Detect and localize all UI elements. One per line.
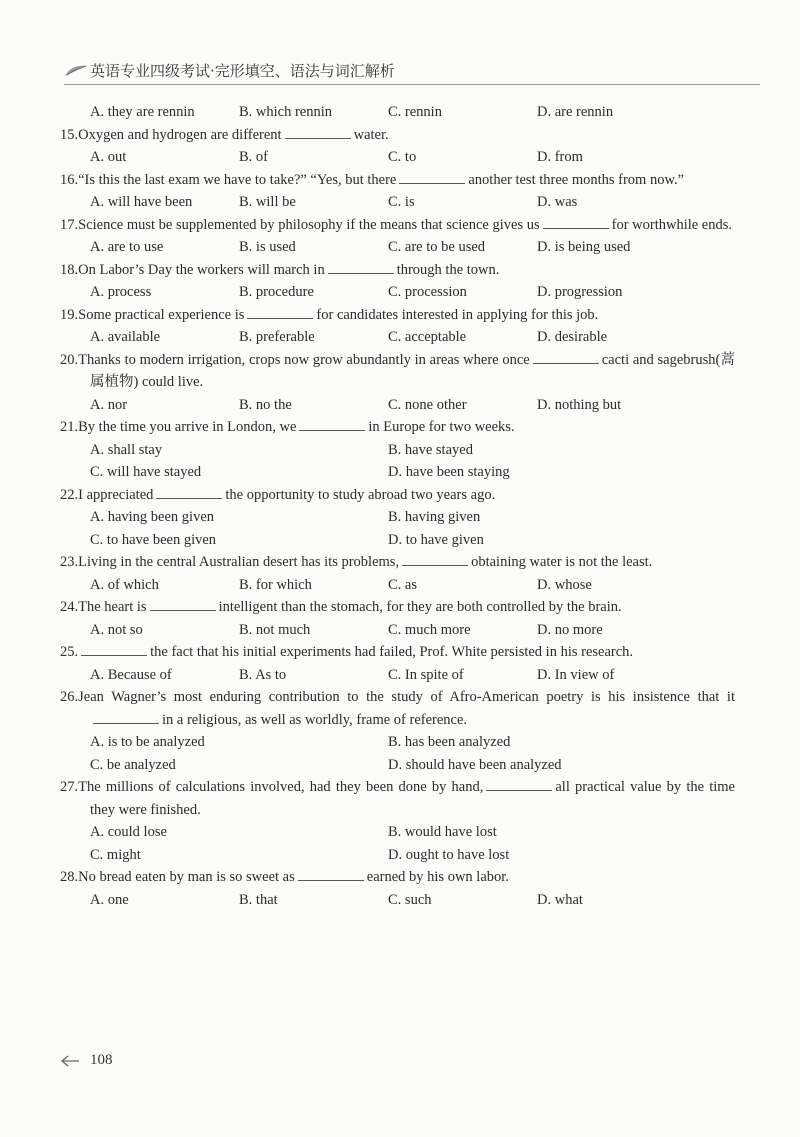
option: A. could lose	[90, 824, 167, 840]
option: C. much more	[388, 621, 471, 638]
question-number: 21.	[60, 419, 79, 435]
question-text-after: another test three months from now.”	[468, 171, 685, 188]
option-list	[60, 506, 735, 551]
question-text-before: “Is this the last exam we have to take?” “Yes, but there	[78, 171, 397, 188]
question-stem	[60, 169, 735, 192]
question-text-before: The heart is	[78, 599, 147, 615]
option: B. would have lost	[388, 824, 497, 840]
question-number: 24.	[60, 599, 79, 615]
question-stem	[60, 866, 735, 889]
header-title: 英语专业四级考试·完形填空、语法与词汇解析	[90, 62, 395, 80]
question-text-after: the opportunity to study abroad two years ago.	[225, 486, 496, 503]
option-list	[60, 191, 735, 214]
option: D. from	[537, 149, 583, 165]
option: C. are to be used	[388, 239, 486, 255]
option: D. is being used	[537, 239, 631, 255]
feather-icon	[64, 64, 88, 78]
question-number: 15.	[60, 126, 79, 143]
question-text-before: No bread eaten by man is so sweet as	[78, 869, 295, 885]
question-list	[60, 101, 735, 911]
option: B. have stayed	[388, 441, 473, 458]
option-list	[60, 236, 735, 259]
question-item	[60, 304, 735, 349]
question-stem	[60, 484, 735, 507]
question-text-before: Thanks to modern irrigation, crops now grow abundantly in areas where once	[78, 351, 530, 368]
question-stem	[60, 641, 735, 664]
option: C. is	[388, 194, 415, 210]
page-footer	[60, 1052, 113, 1069]
question-item	[60, 416, 735, 484]
option-list	[60, 574, 735, 597]
question-text-before: I appreciated	[78, 486, 154, 503]
option: A. nor	[90, 396, 128, 413]
page-header	[64, 60, 395, 81]
option: A. of which	[90, 576, 159, 593]
option-list	[60, 664, 735, 687]
option-list	[60, 731, 735, 776]
option-list	[60, 326, 735, 349]
question-text-after: intelligent than the stomach, for they are both controlled by the brain.	[218, 599, 622, 615]
option: B. for which	[239, 576, 312, 593]
option: A. shall stay	[90, 441, 163, 458]
answer-blank	[156, 486, 222, 499]
answer-blank	[299, 418, 365, 431]
question-stem	[60, 124, 735, 147]
option: C. none other	[388, 396, 467, 413]
option: C. as	[388, 576, 417, 593]
option: B. which rennin	[239, 104, 333, 120]
option: C. be analyzed	[90, 756, 176, 773]
page-number: 108	[90, 1052, 113, 1068]
question-text-after: obtaining water is not the least.	[471, 554, 653, 570]
option-list	[60, 146, 735, 169]
question-text-before: By the time you arrive in London, we	[78, 419, 297, 435]
question-text-after: through the town.	[396, 261, 500, 278]
option: B. is used	[239, 239, 296, 255]
question-text-before: Science must be supplemented by philosophy if the means that science gives us	[78, 216, 540, 233]
option-list	[60, 439, 735, 484]
question-number: 22.	[60, 486, 79, 503]
answer-blank	[399, 171, 465, 184]
option: A. out	[90, 149, 127, 165]
question-text-after: water.	[353, 126, 389, 143]
question-item	[60, 776, 735, 866]
option-list	[60, 889, 735, 912]
answer-blank	[247, 306, 313, 319]
option: B. having given	[388, 509, 481, 525]
answer-blank	[93, 711, 159, 724]
question-text-after: in a religious, as well as worldly, frame of reference.	[162, 711, 468, 728]
option: D. no more	[537, 621, 603, 638]
question-stem	[60, 596, 735, 619]
question-text-after: in Europe for two weeks.	[368, 419, 515, 435]
question-text-after: for candidates interested in applying for this job.	[316, 306, 599, 323]
option-list	[60, 394, 735, 417]
question-text-before: On Labor’s Day the workers will march in	[78, 261, 325, 278]
option: B. As to	[239, 666, 287, 683]
option: A. are to use	[90, 239, 164, 255]
option: B. of	[239, 149, 268, 165]
option: C. such	[388, 891, 432, 908]
question-stem	[60, 304, 735, 327]
option: D. have been staying	[388, 464, 510, 480]
answer-blank	[543, 216, 609, 229]
question-item	[60, 259, 735, 304]
option: A. not so	[90, 621, 143, 638]
option: B. will be	[239, 194, 296, 210]
option: B. no the	[239, 396, 292, 413]
option: D. desirable	[537, 329, 608, 345]
option-list	[60, 821, 735, 866]
question-text-after: all practical value by the time they were finished.	[90, 779, 735, 818]
option: A. will have been	[90, 194, 193, 210]
question-number: 16.	[60, 171, 79, 188]
question-text-before: The millions of calculations involved, had they been done by hand,	[78, 779, 484, 795]
question-stem	[60, 214, 735, 237]
question-number: 23.	[60, 554, 79, 570]
option: C. In spite of	[388, 666, 464, 683]
arrow-left-icon	[60, 1054, 80, 1068]
option: B. not much	[239, 621, 311, 638]
question-item	[60, 866, 735, 911]
answer-blank	[298, 868, 364, 881]
continued-options	[60, 101, 735, 124]
answer-blank	[328, 261, 394, 274]
question-number: 28.	[60, 869, 79, 885]
option: D. progression	[537, 284, 623, 300]
question-item	[60, 124, 735, 169]
option: C. acceptable	[388, 329, 467, 345]
question-number: 27.	[60, 779, 79, 795]
question-text-before: Living in the central Australian desert has its problems,	[78, 554, 400, 570]
header-divider	[64, 84, 760, 85]
question-text-after: the fact that his initial experiments had failed, Prof. White persisted in his research.	[150, 644, 634, 660]
answer-blank	[81, 643, 147, 656]
answer-blank	[486, 778, 552, 791]
question-stem	[60, 551, 735, 574]
question-number: 19.	[60, 306, 79, 323]
question-stem	[60, 259, 735, 282]
answer-blank	[533, 351, 599, 364]
option: C. will have stayed	[90, 464, 202, 480]
option: C. rennin	[388, 104, 442, 120]
question-item	[60, 596, 735, 641]
question-text-after: for worthwhile ends.	[611, 216, 733, 233]
question-item	[60, 349, 735, 417]
question-text-before: Oxygen and hydrogen are different	[78, 126, 282, 143]
option: B. preferable	[239, 329, 315, 345]
question-number: 17.	[60, 216, 79, 233]
answer-blank	[402, 553, 468, 566]
question-stem	[60, 776, 735, 821]
option: C. procession	[388, 284, 467, 300]
answer-blank	[150, 598, 216, 611]
option: A. they are rennin	[90, 104, 195, 120]
option: D. are rennin	[537, 104, 614, 120]
option: A. available	[90, 329, 161, 345]
answer-blank	[285, 126, 351, 139]
question-stem	[60, 686, 735, 731]
option-list	[60, 281, 735, 304]
option: A. Because of	[90, 666, 172, 683]
option: D. whose	[537, 576, 592, 593]
option: A. having been given	[90, 509, 215, 525]
question-number: 25.	[60, 644, 79, 660]
question-number: 26.	[60, 689, 79, 705]
question-stem	[60, 416, 735, 439]
option: D. ought to have lost	[388, 846, 510, 863]
option: C. might	[90, 846, 141, 863]
option: D. In view of	[537, 666, 615, 683]
question-number: 20.	[60, 351, 79, 368]
question-stem	[60, 349, 735, 394]
option: B. procedure	[239, 284, 314, 300]
option: A. is to be analyzed	[90, 734, 205, 750]
option: C. to	[388, 149, 417, 165]
question-text-after: earned by his own labor.	[366, 869, 509, 885]
option: C. to have been given	[90, 531, 217, 548]
question-text-before: Jean Wagner’s most enduring contribution to the study of Afro-American poetry is his insistence that it	[78, 689, 735, 705]
option: B. that	[239, 891, 278, 908]
option: D. should have been analyzed	[388, 756, 562, 773]
question-text-after: cacti and sagebrush(蒿属植物) could live.	[90, 351, 735, 390]
option-list	[60, 619, 735, 642]
question-number: 18.	[60, 261, 79, 278]
question-item	[60, 686, 735, 776]
option: D. to have given	[388, 531, 484, 548]
question-item	[60, 641, 735, 686]
question-item	[60, 551, 735, 596]
question-item	[60, 484, 735, 552]
question-text-before: Some practical experience is	[78, 306, 245, 323]
option: A. one	[90, 891, 129, 908]
option: D. was	[537, 194, 578, 210]
option: D. what	[537, 891, 583, 908]
option: A. process	[90, 284, 152, 300]
option: D. nothing but	[537, 396, 622, 413]
option: B. has been analyzed	[388, 734, 511, 750]
question-item	[60, 169, 735, 214]
question-item	[60, 214, 735, 259]
